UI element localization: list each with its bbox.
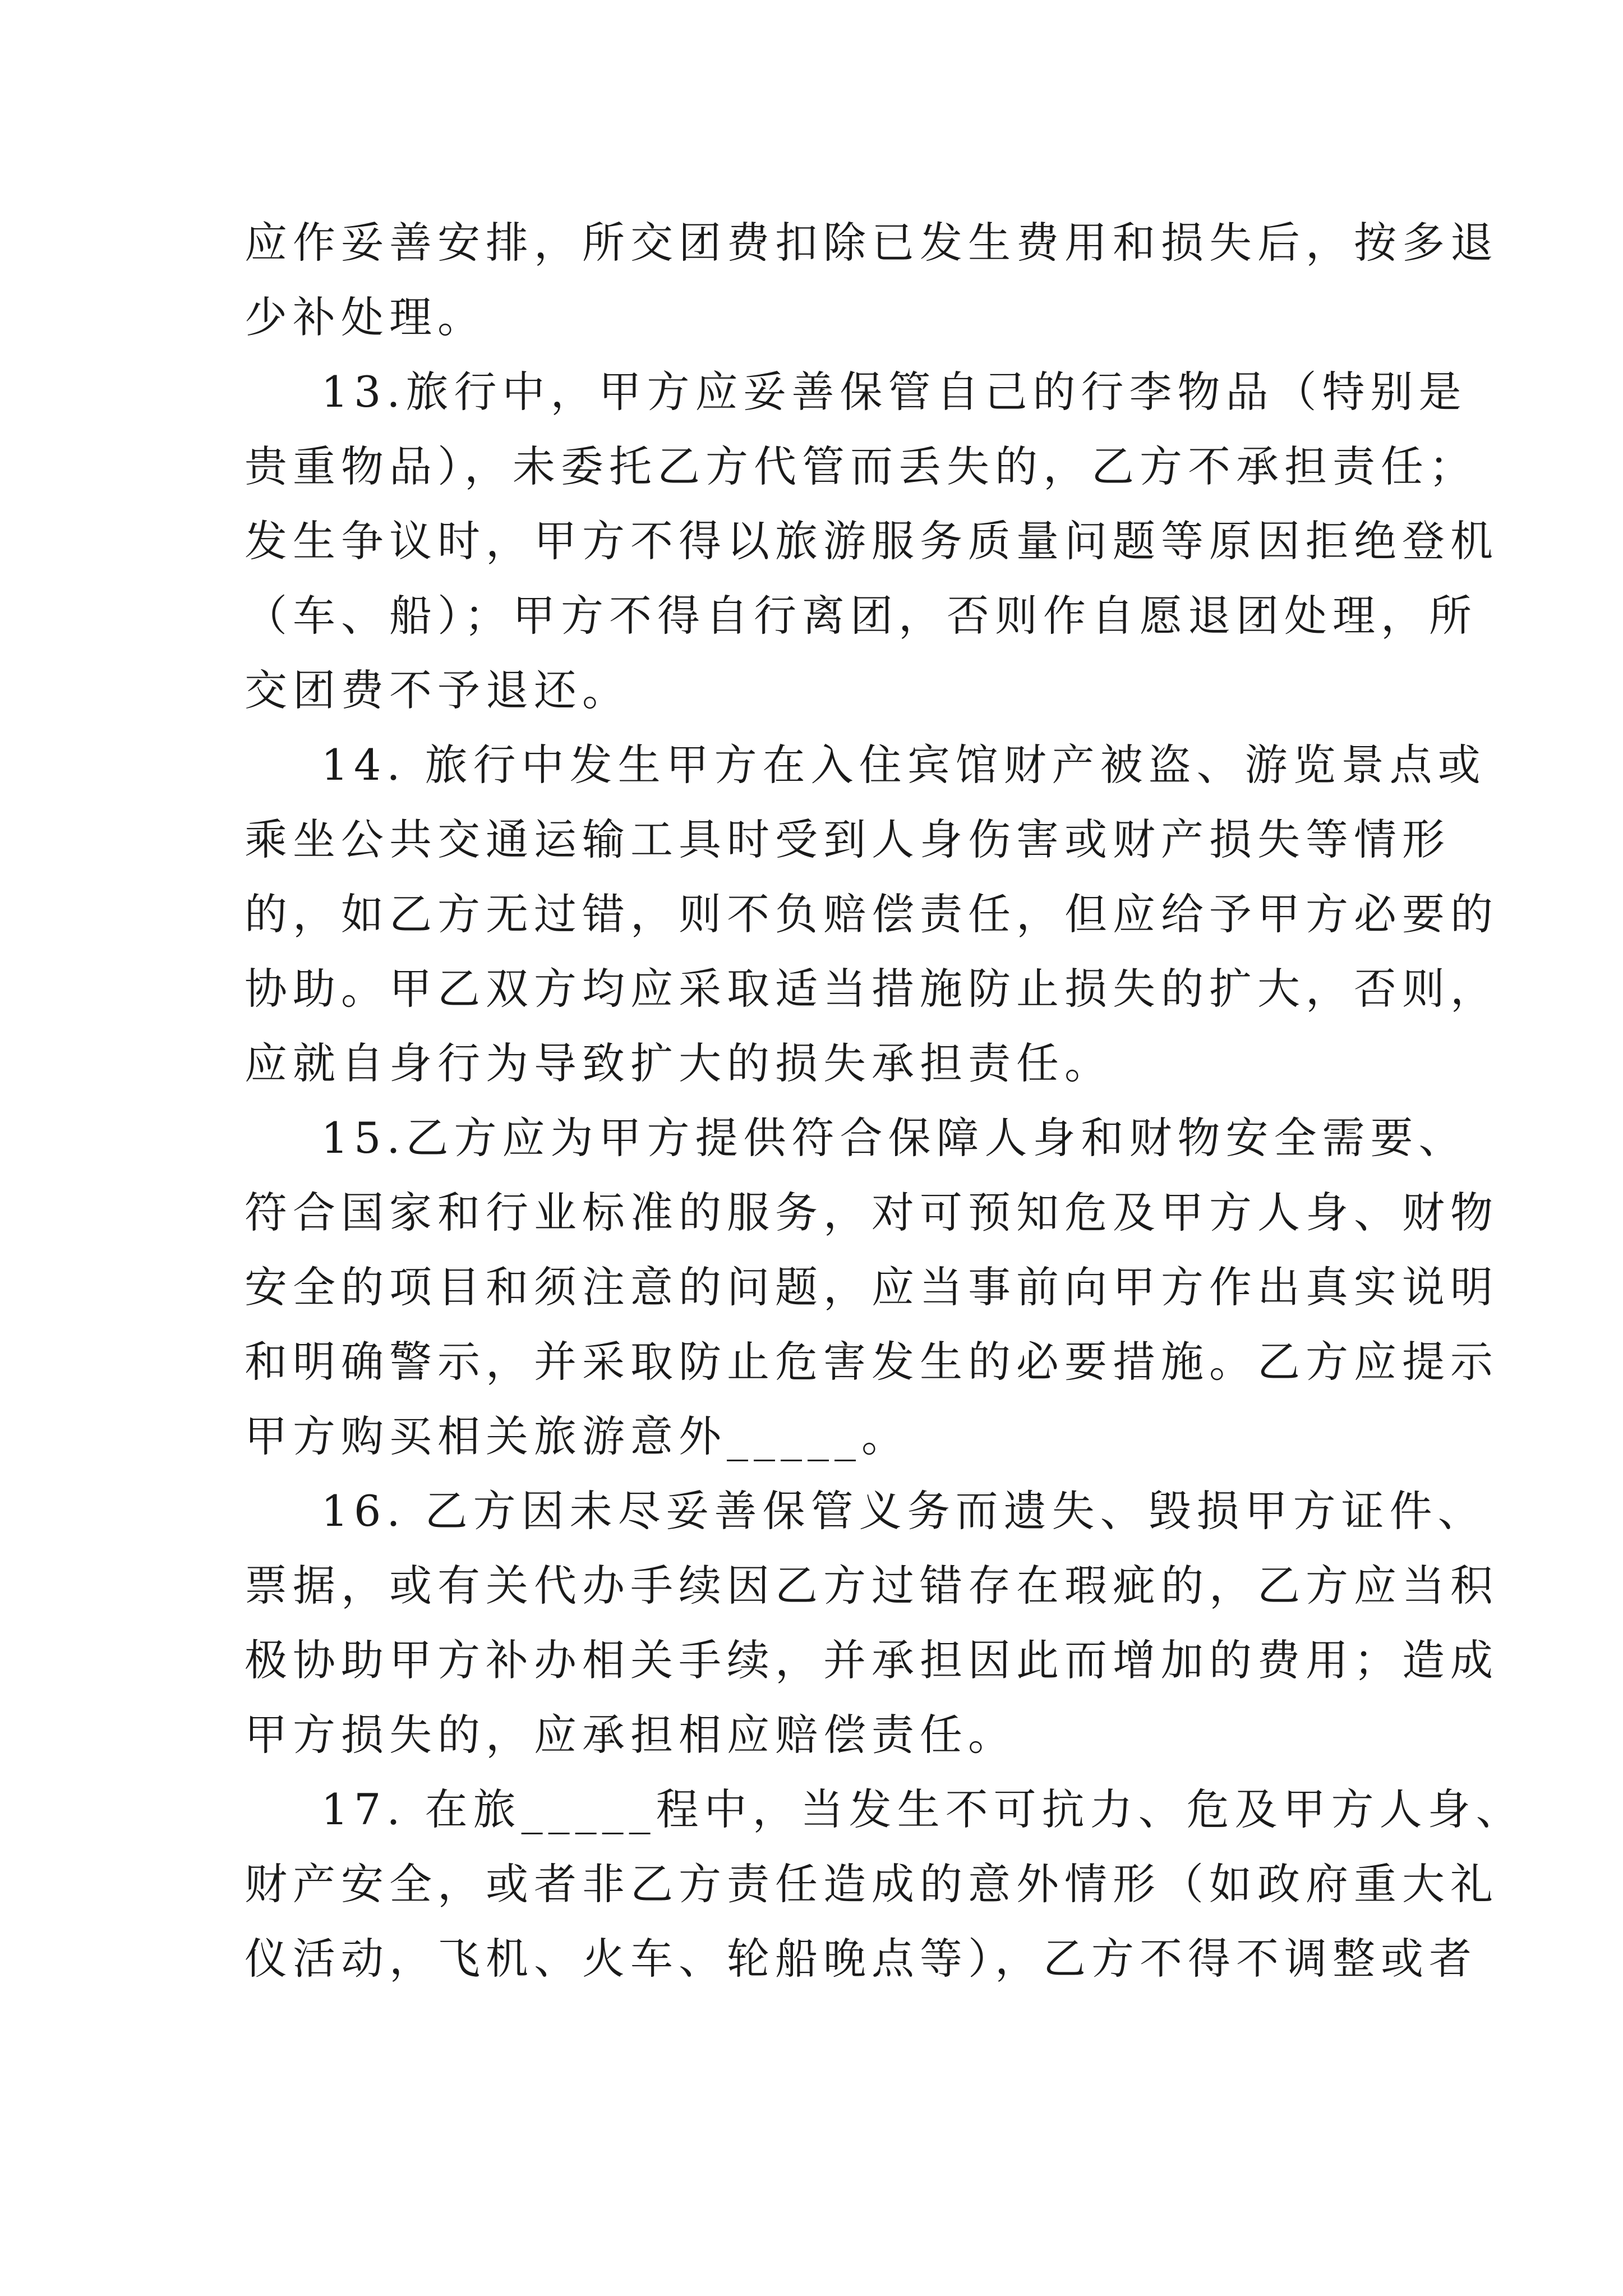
text-line: 安全的项目和须注意的问题，应当事前向甲方作出真实说明	[245, 1262, 1498, 1312]
text-line: 16. 乙方因未尽妥善保管义务而遗失、毁损甲方证件、	[245, 1486, 1486, 1536]
text-line: 极协助甲方补办相关手续，并承担因此而增加的费用；造成	[245, 1635, 1498, 1685]
text-line: 甲方损失的，应承担相应赔偿责任。	[245, 1710, 1016, 1760]
text-line: 乘坐公共交通运输工具时受到人身伤害或财产损失等情形	[245, 815, 1450, 864]
text-line: 少补处理。	[245, 292, 486, 342]
text-line: 仪活动，飞机、火车、轮船晚点等），乙方不得不调整或者	[245, 1934, 1477, 1984]
text-line: （车、船）；甲方不得自行离团，否则作自愿退团处理，所	[245, 591, 1477, 641]
text-line: 协助。甲乙双方均应采取适当措施防止损失的扩大，否则，	[245, 964, 1498, 1014]
text-line: 发生争议时，甲方不得以旅游服务质量问题等原因拒绝登机	[245, 516, 1498, 566]
text-line: 14. 旅行中发生甲方在入住宾馆财产被盗、游览景点或	[245, 740, 1486, 790]
text-line: 贵重物品），未委托乙方代管而丢失的，乙方不承担责任；	[245, 441, 1477, 491]
text-line: 15.乙方应为甲方提供符合保障人身和财物安全需要、	[245, 1113, 1467, 1163]
text-line: 应就自身行为导致扩大的损失承担责任。	[245, 1038, 1113, 1088]
text-line: 13.旅行中，甲方应妥善保管自己的行李物品（特别是	[245, 367, 1467, 417]
text-line: 和明确警示，并采取防止危害发生的必要措施。乙方应提示	[245, 1337, 1498, 1387]
text-line: 交团费不予退还。	[245, 665, 630, 715]
text-line: 符合国家和行业标准的服务，对可预知危及甲方人身、财物	[245, 1188, 1498, 1237]
text-line: 17. 在旅_____程中，当发生不可抗力、危及甲方人身、	[245, 1784, 1524, 1834]
text-line: 票据，或有关代办手续因乙方过错存在瑕疵的，乙方应当积	[245, 1561, 1498, 1611]
text-line: 的，如乙方无过错，则不负赔偿责任，但应给予甲方必要的	[245, 889, 1498, 939]
text-line: 财产安全，或者非乙方责任造成的意外情形（如政府重大礼	[245, 1859, 1498, 1909]
text-line: 甲方购买相关旅游意外_____。	[245, 1411, 910, 1461]
text-line: 应作妥善安排，所交团费扣除已发生费用和损失后，按多退	[245, 218, 1498, 268]
document-body	[245, 218, 1524, 2008]
